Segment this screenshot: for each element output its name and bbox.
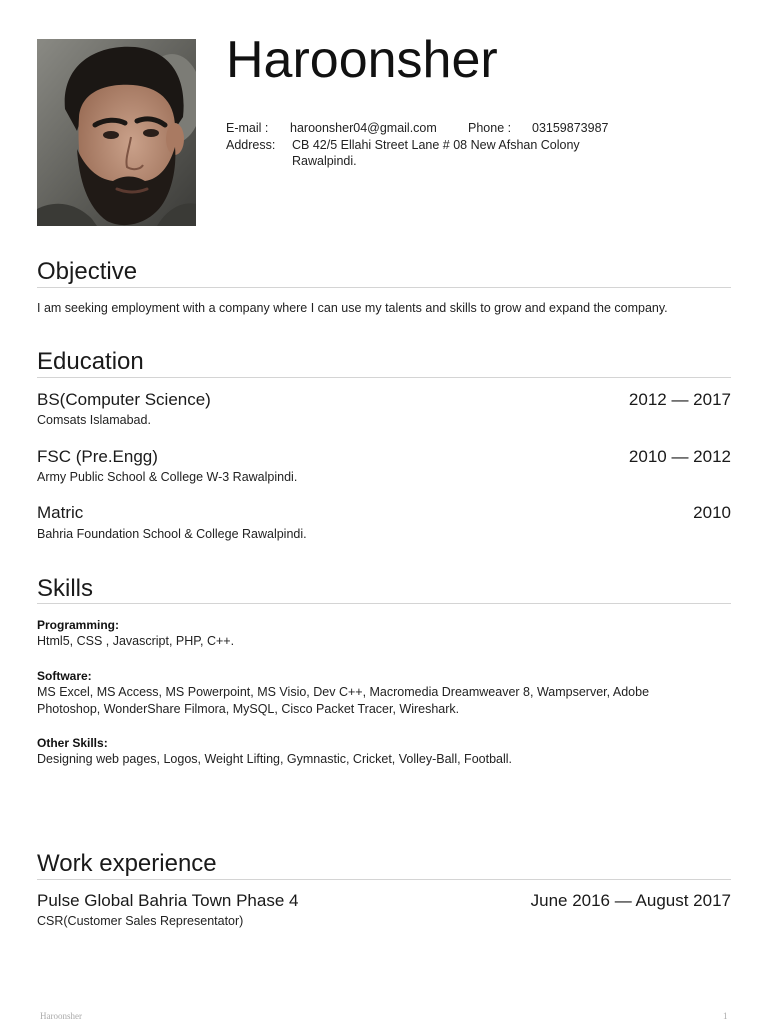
objective-text: I am seeking employment with a company where I can use my talents and skills to grow and expand the company.: [37, 301, 668, 315]
skill-group-label: Programming:: [37, 618, 120, 632]
education-divider: [37, 377, 731, 378]
portrait-image: [37, 39, 196, 226]
education-degree: FSC (Pre.Engg): [37, 447, 158, 466]
address-label: Address:: [226, 138, 276, 152]
objective-divider: [37, 287, 731, 288]
profile-photo: [37, 39, 196, 226]
education-institution: Bahria Foundation School & College Rawalpindi.: [37, 527, 307, 541]
email-label: E-mail :: [226, 121, 269, 135]
skill-group-text: Html5, CSS , Javascript, PHP, C++.: [37, 634, 235, 648]
work-divider: [37, 879, 731, 880]
work-role: CSR(Customer Sales Representator): [37, 914, 244, 928]
skills-heading: Skills: [37, 575, 94, 602]
education-degree: BS(Computer Science): [37, 390, 211, 409]
education-degree: Matric: [37, 503, 84, 522]
skill-group-text: Designing web pages, Logos, Weight Lifting, Gymnastic, Cricket, Volley-Ball, Football.: [37, 752, 512, 766]
objective-heading: Objective: [37, 258, 138, 285]
education-institution: Army Public School & College W-3 Rawalpindi.: [37, 470, 298, 484]
skill-group-label: Other Skills:: [37, 736, 108, 750]
candidate-name: Haroonsher: [226, 31, 498, 89]
work-heading: Work experience: [37, 850, 217, 877]
skills-divider: [37, 603, 731, 604]
education-dates: 2010 — 2012: [628, 447, 731, 466]
skill-group-text: MS Excel, MS Access, MS Powerpoint, MS Visio, Dev C++, Macromedia Dreamweaver 8, Wampserver, Adobe Photoshop, WonderShare Filmora, MySQL, Cisco Packet Tracer, Wireshark.: [37, 685, 650, 716]
work-dates: June 2016 — August 2017: [530, 891, 731, 910]
phone-label: Phone :: [468, 121, 512, 135]
address-line-2: Rawalpindi.: [292, 154, 357, 168]
education-dates: 2010: [693, 503, 731, 522]
footer-name: Haroonsher: [40, 1011, 82, 1021]
education-dates: 2012 — 2017: [628, 390, 731, 409]
skill-group-label: Software:: [37, 669, 92, 683]
footer-page-number: 1: [723, 1011, 728, 1021]
email-value: haroonsher04@gmail.com: [290, 121, 437, 135]
phone-value: 03159873987: [532, 121, 609, 135]
work-company: Pulse Global Bahria Town Phase 4: [37, 891, 299, 910]
address-line-1: CB 42/5 Ellahi Street Lane # 08 New Afshan Colony: [292, 138, 580, 152]
education-heading: Education: [37, 348, 144, 375]
education-institution: Comsats Islamabad.: [37, 413, 151, 427]
